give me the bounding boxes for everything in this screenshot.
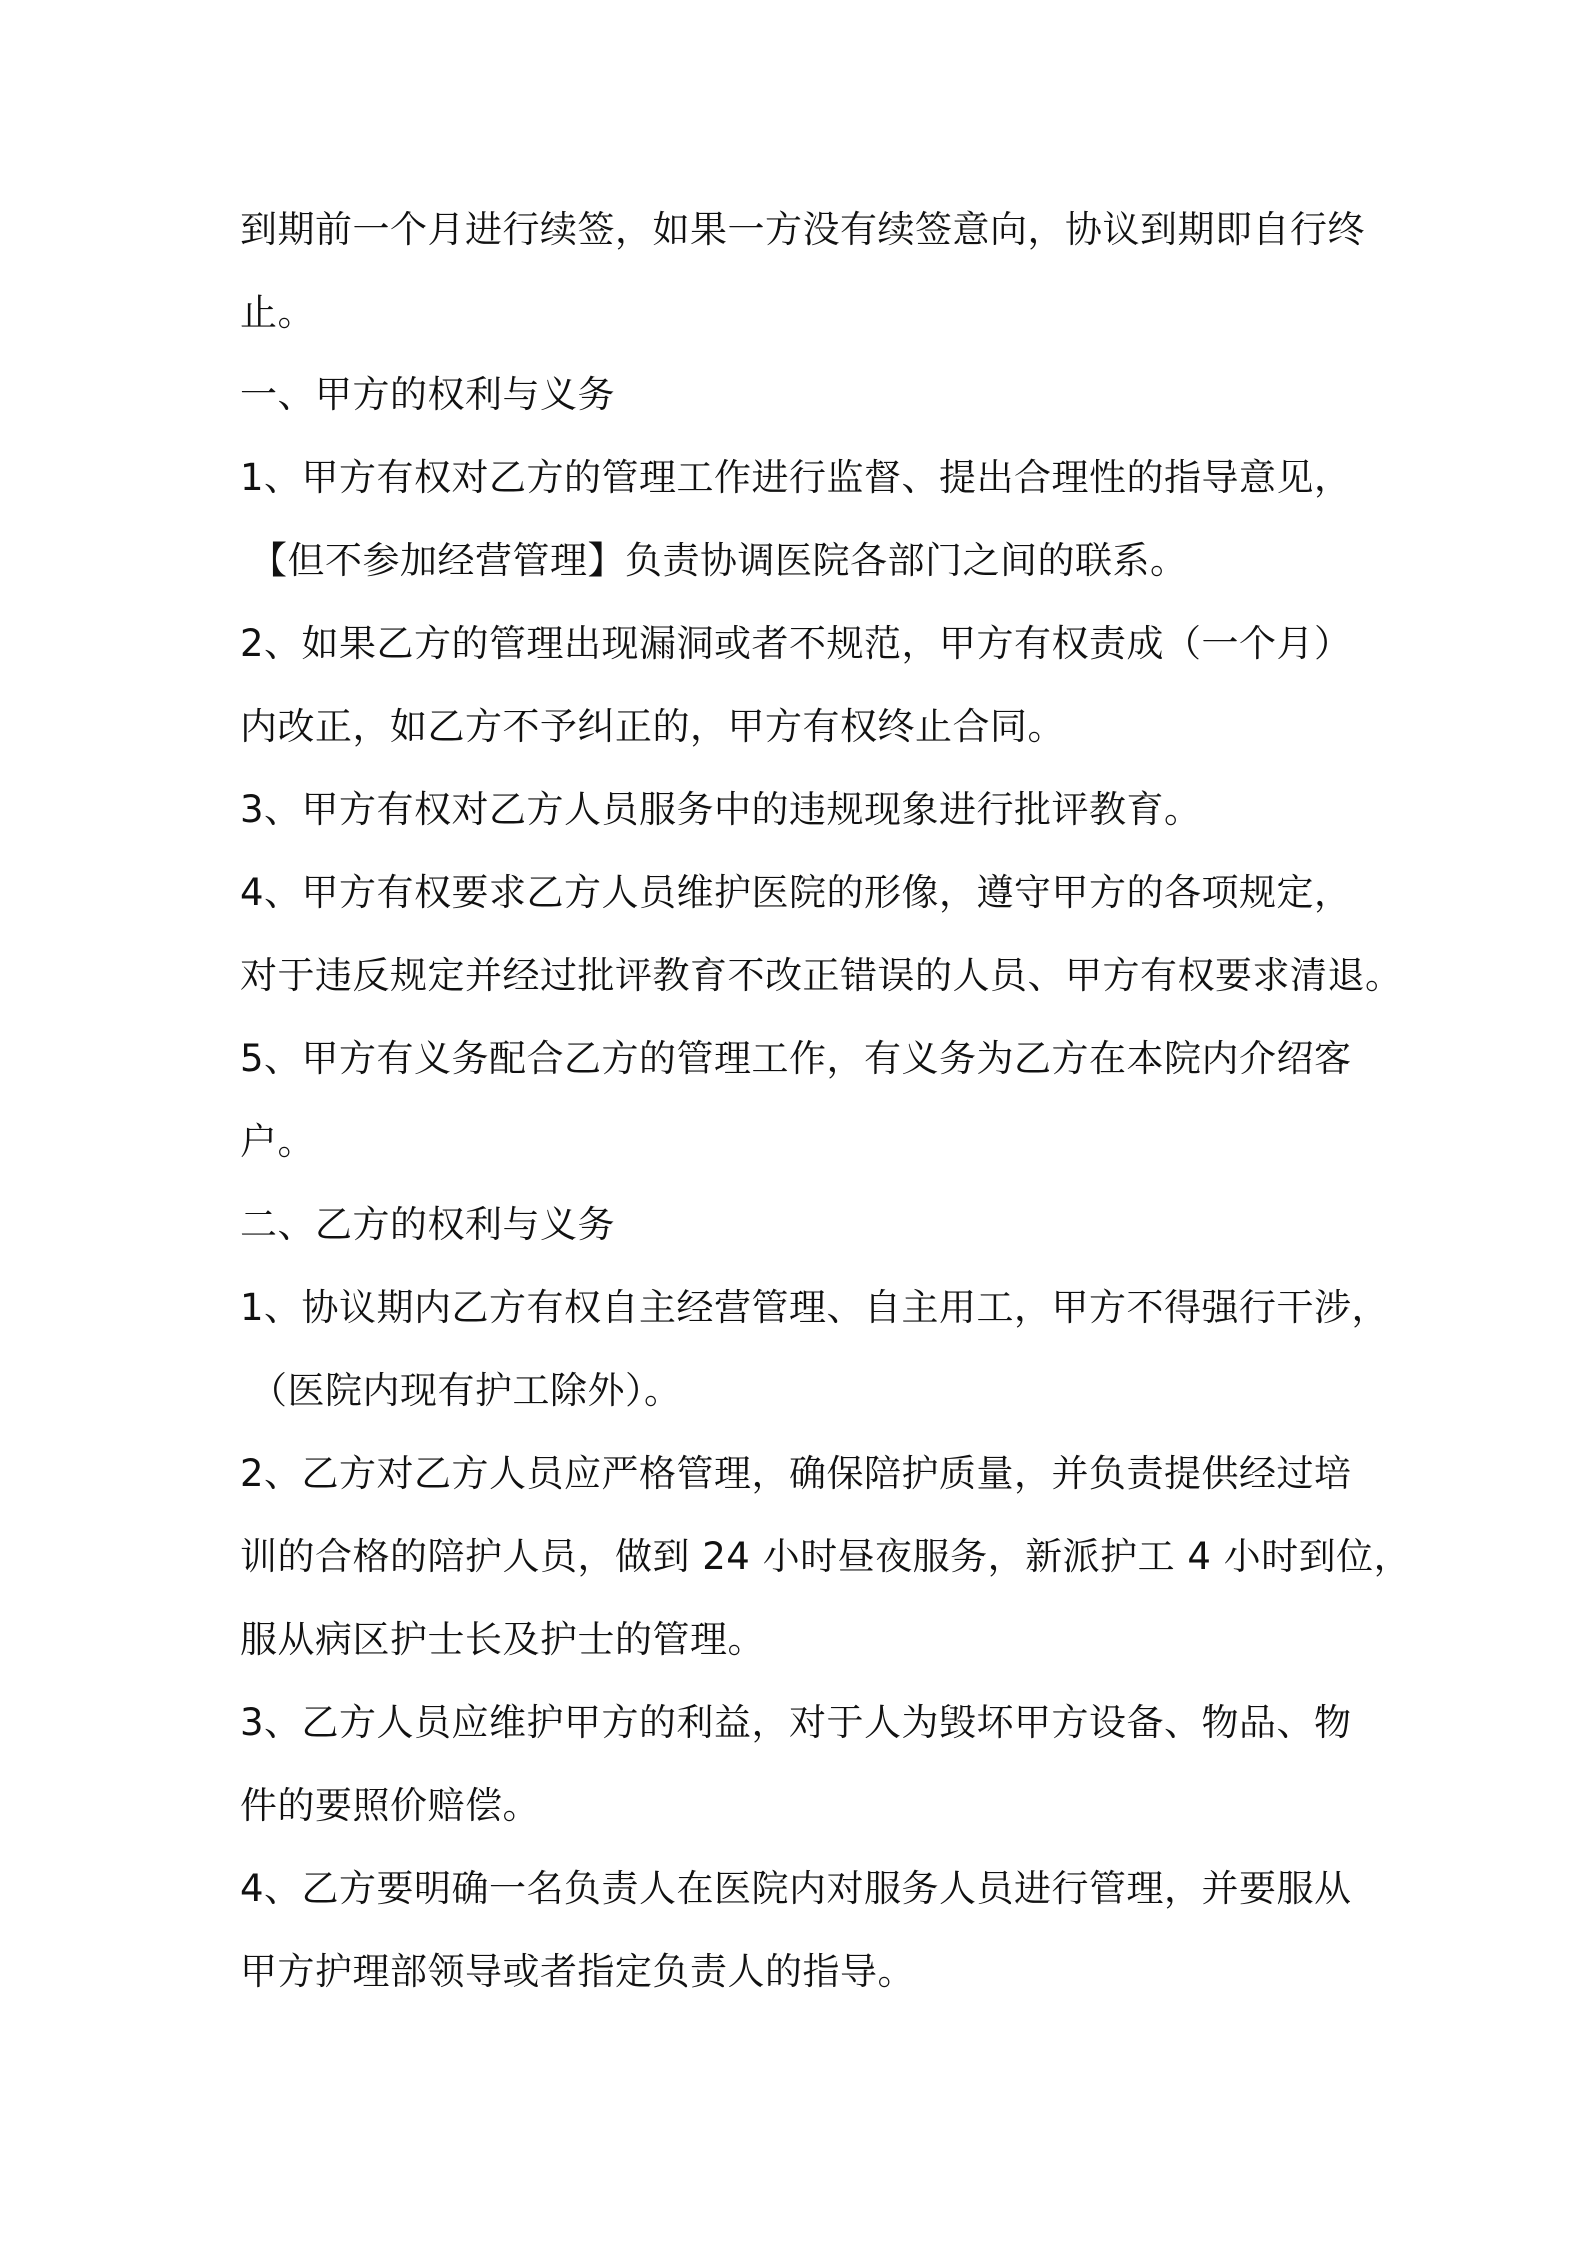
text-line: 1、协议期内乙方有权自主经营管理、自主用工，甲方不得强行干涉， xyxy=(240,1286,1390,1329)
text-line: 服从病区护士长及护士的管理。 xyxy=(240,1618,765,1661)
text-line: 3、乙方人员应维护甲方的利益，对于人为毁坏甲方设备、物品、物 xyxy=(240,1701,1352,1744)
text-line: 5、甲方有义务配合乙方的管理工作，有义务为乙方在本院内介绍客 xyxy=(240,1037,1352,1080)
text-line: 1、甲方有权对乙方的管理工作进行监督、提出合理性的指导意见， xyxy=(240,456,1352,499)
text-line: 2、如果乙方的管理出现漏洞或者不规范，甲方有权责成（一个月） xyxy=(240,622,1352,665)
text-line: 【但不参加经营管理】负责协调医院各部门之间的联系。 xyxy=(250,539,1188,582)
text-line: 户。 xyxy=(240,1120,315,1163)
text-line: 4、甲方有权要求乙方人员维护医院的形像，遵守甲方的各项规定， xyxy=(240,871,1352,914)
text-line: 止。 xyxy=(240,291,315,334)
text-line: 对于违反规定并经过批评教育不改正错误的人员、甲方有权要求清退。 xyxy=(240,954,1403,997)
text-line: 件的要照价赔偿。 xyxy=(240,1784,540,1827)
text-line: 内改正，如乙方不予纠正的，甲方有权终止合同。 xyxy=(240,705,1065,748)
section-heading: 二、乙方的权利与义务 xyxy=(240,1203,615,1246)
text-line: 3、甲方有权对乙方人员服务中的违规现象进行批评教育。 xyxy=(240,788,1202,831)
text-line: 2、乙方对乙方人员应严格管理，确保陪护质量，并负责提供经过培 xyxy=(240,1452,1352,1495)
text-line: 甲方护理部领导或者指定负责人的指导。 xyxy=(240,1950,915,1993)
section-heading: 一、甲方的权利与义务 xyxy=(240,373,615,416)
text-line: 到期前一个月进行续签，如果一方没有续签意向，协议到期即自行终 xyxy=(240,208,1365,251)
text-line: 4、乙方要明确一名负责人在医院内对服务人员进行管理，并要服从 xyxy=(240,1867,1352,1910)
text-line: （医院内现有护工除外）。 xyxy=(250,1369,682,1412)
text-line: 训的合格的陪护人员，做到 24 小时昼夜服务，新派护工 4 小时到位， xyxy=(240,1535,1412,1578)
